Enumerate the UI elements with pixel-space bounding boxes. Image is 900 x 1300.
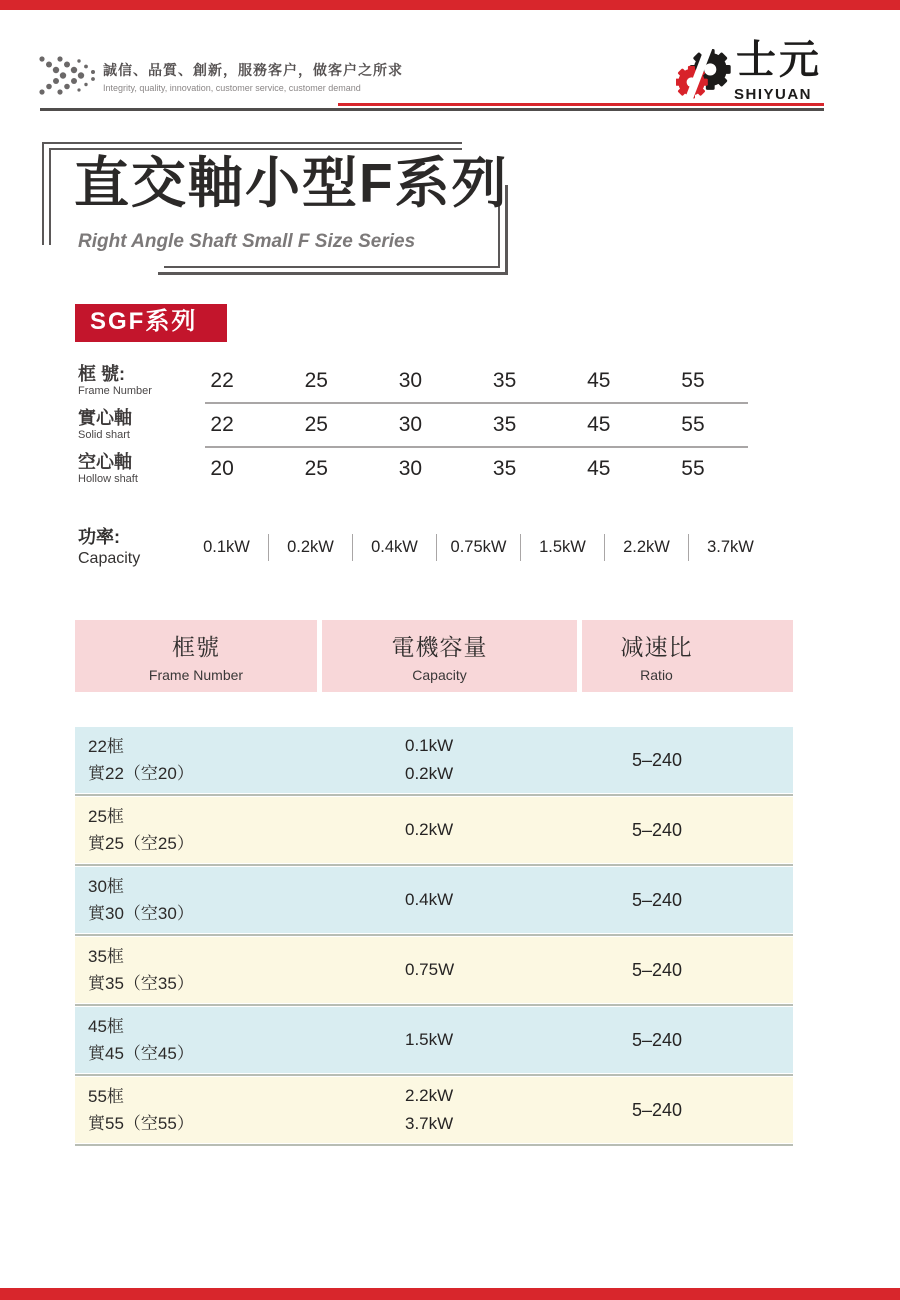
spec-divider xyxy=(205,446,748,448)
spec-value: 20 xyxy=(210,457,234,480)
spec-value: 55 xyxy=(681,369,705,392)
brand-english: SHIYUAN xyxy=(734,86,813,103)
brand-chinese: 士元 xyxy=(736,38,822,82)
shaft-label: 實30（空30） xyxy=(88,904,194,923)
header-en: Ratio xyxy=(640,667,673,683)
ratio-cell: 5–240 xyxy=(632,819,683,840)
spec-divider xyxy=(205,402,748,404)
capacity-cell: 3.7kW xyxy=(405,1114,454,1133)
shaft-label: 實55（空55） xyxy=(88,1114,194,1133)
header-cell-frame xyxy=(75,620,317,692)
row-divider xyxy=(75,1143,793,1147)
capacity-strip xyxy=(78,527,772,568)
shaft-label: 實25（空25） xyxy=(88,834,194,853)
header-cell-capacity xyxy=(322,620,577,692)
spec-value: 30 xyxy=(398,457,423,480)
table-row xyxy=(75,727,793,793)
ratio-table xyxy=(75,620,793,1147)
header-zh: 减速比 xyxy=(620,634,693,660)
page-title: 直交軸小型F系列 xyxy=(74,152,509,214)
spec-label-zh: 實心軸 xyxy=(78,407,132,428)
frame-label: 25框 xyxy=(88,807,124,826)
frame-label: 35框 xyxy=(88,947,124,966)
header-zh: 框號 xyxy=(172,634,220,660)
header-gray-rule xyxy=(40,108,824,111)
spec-row-solid-shaft xyxy=(78,406,748,444)
capacity-cell: 0.2kW xyxy=(405,764,454,783)
table-row xyxy=(75,797,793,863)
spec-value: 30 xyxy=(398,413,423,436)
spec-value: 45 xyxy=(587,413,611,436)
chevron-dots-icon xyxy=(36,52,100,100)
header-zh: 電機容量 xyxy=(391,634,488,660)
table-row xyxy=(75,1077,793,1143)
spec-value: 35 xyxy=(492,413,517,436)
header-en: Frame Number xyxy=(148,667,244,683)
spec-value: 22 xyxy=(210,413,234,436)
capacity-cell: 0.75W xyxy=(405,960,455,979)
spec-value: 45 xyxy=(587,457,611,480)
spec-value: 22 xyxy=(210,369,234,392)
page-subtitle: Right Angle Shaft Small F Size Series xyxy=(78,231,416,252)
spec-table xyxy=(78,362,748,488)
capacity-value: 0.1kW xyxy=(203,538,250,557)
frame-label: 45框 xyxy=(88,1017,124,1036)
shaft-label: 實35（空35） xyxy=(88,974,194,993)
spec-value: 30 xyxy=(398,369,423,392)
spec-row-hollow-shaft xyxy=(78,450,748,488)
spec-label-en: Frame Number xyxy=(78,384,152,397)
spec-value: 55 xyxy=(681,457,705,480)
spec-row-frame-number xyxy=(78,362,748,400)
capacity-value: 0.75kW xyxy=(450,538,507,557)
shaft-label: 實22（空20） xyxy=(88,764,194,783)
capacity-value: 1.5kW xyxy=(539,538,586,557)
header-red-rule xyxy=(338,103,824,106)
ratio-cell: 5–240 xyxy=(632,959,683,980)
capacity-label-en: Capacity xyxy=(78,549,141,567)
capacity-cell: 0.2kW xyxy=(405,820,454,839)
frame-label: 22框 xyxy=(88,737,124,756)
spec-value: 35 xyxy=(492,369,517,392)
table-row xyxy=(75,937,793,1003)
shaft-label: 實45（空45） xyxy=(88,1044,194,1063)
table-header-row xyxy=(75,620,793,692)
spec-label-en: Hollow shaft xyxy=(78,472,138,485)
capacity-label-zh: 功率: xyxy=(78,527,120,547)
spec-value: 55 xyxy=(681,413,705,436)
spec-value: 25 xyxy=(304,369,328,392)
company-slogan xyxy=(103,63,403,93)
spec-value: 25 xyxy=(304,457,328,480)
capacity-cell: 0.4kW xyxy=(405,890,454,909)
frame-label: 30框 xyxy=(88,877,124,896)
spec-label-zh: 空心軸 xyxy=(78,451,132,472)
top-accent-bar xyxy=(0,0,900,10)
slogan-chinese: 誠信、品質、創新，服務客户，做客户之所求 xyxy=(103,62,403,78)
ratio-cell: 5–240 xyxy=(632,889,683,910)
spec-label-zh: 框 號: xyxy=(78,363,125,384)
spec-value: 45 xyxy=(587,369,611,392)
capacity-value: 2.2kW xyxy=(623,538,670,557)
capacity-value: 0.4kW xyxy=(371,538,418,557)
capacity-cell: 0.1kW xyxy=(405,736,454,755)
slogan-english: Integrity, quality, innovation, customer service, customer demand xyxy=(103,83,361,93)
capacity-value: 0.2kW xyxy=(287,538,334,557)
table-row xyxy=(75,867,793,933)
series-badge: SGF系列 xyxy=(75,304,227,342)
capacity-value: 3.7kW xyxy=(707,538,754,557)
company-logo xyxy=(676,38,826,108)
spec-value: 25 xyxy=(304,413,328,436)
frame-label: 55框 xyxy=(88,1087,124,1106)
table-row xyxy=(75,1007,793,1073)
gear-logo-icon xyxy=(676,42,734,108)
bottom-accent-bar xyxy=(0,1288,900,1300)
spec-label-en: Solid shart xyxy=(78,428,130,441)
header-cell-ratio xyxy=(582,620,793,692)
capacity-cell: 1.5kW xyxy=(405,1030,454,1049)
ratio-cell: 5–240 xyxy=(632,1029,683,1050)
ratio-cell: 5–240 xyxy=(632,749,683,770)
capacity-cell: 2.2kW xyxy=(405,1086,454,1105)
header-en: Capacity xyxy=(412,667,467,683)
ratio-cell: 5–240 xyxy=(632,1099,683,1120)
spec-value: 35 xyxy=(492,457,517,480)
